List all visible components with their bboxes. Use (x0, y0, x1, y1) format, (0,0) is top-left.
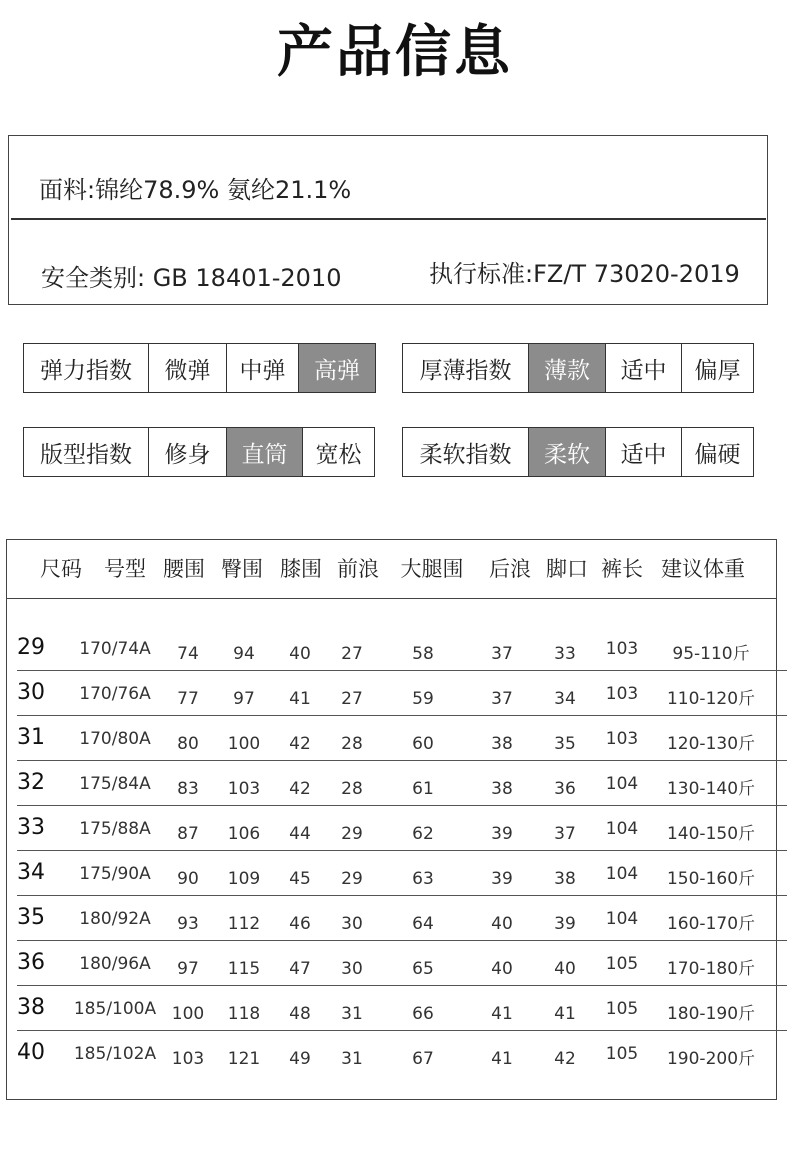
cell-size: 33 (17, 815, 45, 840)
cell-size: 36 (17, 950, 45, 975)
cell-weight: 190-200斤 (666, 1049, 756, 1069)
cell-knee: 48 (289, 1004, 311, 1024)
cell-front-rise: 29 (341, 869, 363, 889)
cell-knee: 42 (289, 779, 311, 799)
row-divider (17, 895, 787, 896)
elasticity-index (23, 343, 376, 393)
cell-hip: 121 (227, 1049, 261, 1069)
cell-back-rise: 37 (491, 689, 513, 709)
cell-back-rise: 38 (491, 779, 513, 799)
cell-leg-opening: 40 (554, 959, 576, 979)
cell-thigh: 58 (412, 644, 434, 664)
cell-thigh: 67 (412, 1049, 434, 1069)
cell-model: 175/90A (79, 864, 151, 884)
cell-waist: 80 (177, 734, 199, 754)
header-front-rise: 前浪 (337, 557, 379, 581)
cell-back-rise: 40 (491, 959, 513, 979)
cell-front-rise: 31 (341, 1049, 363, 1069)
cell-weight: 140-150斤 (666, 824, 756, 844)
cell-hip: 112 (227, 914, 261, 934)
cell-length: 104 (605, 909, 639, 929)
cell-waist: 103 (171, 1049, 205, 1069)
cell-size: 40 (17, 1040, 45, 1065)
thickness-index (402, 343, 754, 393)
cell-leg-opening: 36 (554, 779, 576, 799)
header-knee: 膝围 (280, 557, 322, 581)
softness-option-selected: 柔软 (528, 428, 605, 476)
cell-size: 29 (17, 635, 45, 660)
cell-back-rise: 40 (491, 914, 513, 934)
cell-back-rise: 39 (491, 869, 513, 889)
info-divider (11, 218, 766, 220)
cell-knee: 47 (289, 959, 311, 979)
cell-thigh: 63 (412, 869, 434, 889)
row-divider (17, 985, 787, 986)
thickness-option: 适中 (605, 344, 681, 392)
fit-option: 宽松 (302, 428, 374, 476)
cell-knee: 49 (289, 1049, 311, 1069)
cell-length: 104 (605, 774, 639, 794)
cell-waist: 77 (177, 689, 199, 709)
row-divider (17, 940, 787, 941)
softness-option: 适中 (605, 428, 681, 476)
cell-leg-opening: 37 (554, 824, 576, 844)
cell-hip: 118 (227, 1004, 261, 1024)
elasticity-option: 中弹 (226, 344, 298, 392)
cell-front-rise: 28 (341, 734, 363, 754)
cell-front-rise: 29 (341, 824, 363, 844)
cell-leg-opening: 38 (554, 869, 576, 889)
cell-hip: 97 (233, 689, 255, 709)
cell-knee: 40 (289, 644, 311, 664)
cell-thigh: 64 (412, 914, 434, 934)
cell-front-rise: 28 (341, 779, 363, 799)
cell-length: 105 (605, 999, 639, 1019)
cell-thigh: 60 (412, 734, 434, 754)
cell-length: 104 (605, 819, 639, 839)
fit-index (23, 427, 375, 477)
cell-model: 170/74A (79, 639, 151, 659)
cell-waist: 87 (177, 824, 199, 844)
softness-option: 偏硬 (681, 428, 753, 476)
cell-model: 185/100A (73, 999, 157, 1019)
cell-size: 31 (17, 725, 45, 750)
header-back-rise: 后浪 (489, 557, 531, 581)
cell-back-rise: 39 (491, 824, 513, 844)
cell-hip: 115 (227, 959, 261, 979)
cell-leg-opening: 42 (554, 1049, 576, 1069)
cell-front-rise: 31 (341, 1004, 363, 1024)
cell-hip: 103 (227, 779, 261, 799)
cell-hip: 94 (233, 644, 255, 664)
fit-option-selected: 直筒 (226, 428, 302, 476)
row-divider (17, 670, 787, 671)
cell-model: 180/92A (79, 909, 151, 929)
row-divider (17, 1030, 787, 1031)
cell-weight: 95-110斤 (672, 644, 750, 664)
header-waist: 腰围 (163, 557, 205, 581)
row-divider (17, 805, 787, 806)
thickness-option: 偏厚 (681, 344, 753, 392)
cell-knee: 45 (289, 869, 311, 889)
table-row (7, 1037, 778, 1082)
cell-model: 185/102A (73, 1044, 157, 1064)
fit-option: 修身 (148, 428, 226, 476)
cell-hip: 109 (227, 869, 261, 889)
cell-back-rise: 37 (491, 644, 513, 664)
cell-weight: 170-180斤 (666, 959, 756, 979)
cell-leg-opening: 35 (554, 734, 576, 754)
cell-model: 170/76A (79, 684, 151, 704)
elasticity-option: 微弹 (148, 344, 226, 392)
cell-size: 30 (17, 680, 45, 705)
cell-model: 175/88A (79, 819, 151, 839)
softness-index (402, 427, 754, 477)
product-info-box (8, 135, 768, 305)
cell-model: 180/96A (79, 954, 151, 974)
cell-weight: 150-160斤 (666, 869, 756, 889)
cell-size: 32 (17, 770, 45, 795)
cell-size: 35 (17, 905, 45, 930)
softness-index-label: 柔软指数 (419, 441, 512, 468)
header-size: 尺码 (40, 557, 82, 581)
cell-back-rise: 41 (491, 1049, 513, 1069)
header-length: 裤长 (601, 557, 643, 581)
cell-model: 170/80A (79, 729, 151, 749)
cell-weight: 120-130斤 (666, 734, 756, 754)
cell-leg-opening: 41 (554, 1004, 576, 1024)
cell-waist: 83 (177, 779, 199, 799)
execution-standard: 执行标准:FZ/T 73020-2019 (429, 260, 740, 288)
cell-knee: 42 (289, 734, 311, 754)
cell-hip: 106 (227, 824, 261, 844)
cell-weight: 160-170斤 (666, 914, 756, 934)
elasticity-index-label: 弹力指数 (40, 357, 132, 384)
cell-size: 34 (17, 860, 45, 885)
cell-model: 175/84A (79, 774, 151, 794)
cell-leg-opening: 39 (554, 914, 576, 934)
cell-length: 105 (605, 954, 639, 974)
cell-weight: 110-120斤 (666, 689, 756, 709)
cell-back-rise: 41 (491, 1004, 513, 1024)
cell-thigh: 65 (412, 959, 434, 979)
cell-length: 103 (605, 684, 639, 704)
cell-size: 38 (17, 995, 45, 1020)
size-table (6, 539, 777, 1100)
row-divider (17, 850, 787, 851)
cell-knee: 46 (289, 914, 311, 934)
cell-leg-opening: 33 (554, 644, 576, 664)
cell-length: 103 (605, 729, 639, 749)
safety-category: 安全类别: GB 18401-2010 (41, 264, 342, 292)
thickness-option-selected: 薄款 (528, 344, 605, 392)
row-divider (17, 715, 787, 716)
header-weight: 建议体重 (661, 557, 745, 581)
cell-front-rise: 30 (341, 914, 363, 934)
cell-knee: 44 (289, 824, 311, 844)
cell-weight: 130-140斤 (666, 779, 756, 799)
cell-thigh: 62 (412, 824, 434, 844)
cell-waist: 93 (177, 914, 199, 934)
header-hip: 臀围 (221, 557, 263, 581)
header-divider (7, 598, 776, 599)
header-model: 号型 (104, 557, 146, 581)
cell-front-rise: 30 (341, 959, 363, 979)
cell-knee: 41 (289, 689, 311, 709)
header-thigh: 大腿围 (400, 557, 464, 581)
elasticity-option-selected: 高弹 (298, 344, 375, 392)
row-divider (17, 760, 787, 761)
cell-waist: 97 (177, 959, 199, 979)
cell-thigh: 61 (412, 779, 434, 799)
cell-waist: 100 (171, 1004, 205, 1024)
cell-length: 105 (605, 1044, 639, 1064)
cell-weight: 180-190斤 (666, 1004, 756, 1024)
thickness-index-label: 厚薄指数 (419, 357, 512, 384)
cell-thigh: 66 (412, 1004, 434, 1024)
cell-leg-opening: 34 (554, 689, 576, 709)
cell-waist: 74 (177, 644, 199, 664)
page-title: 产品信息 (277, 20, 513, 85)
cell-length: 104 (605, 864, 639, 884)
cell-front-rise: 27 (341, 689, 363, 709)
header-leg-opening: 脚口 (546, 557, 588, 581)
cell-front-rise: 27 (341, 644, 363, 664)
cell-waist: 90 (177, 869, 199, 889)
fit-index-label: 版型指数 (40, 441, 132, 468)
fabric-composition: 面料:锦纶78.9% 氨纶21.1% (39, 176, 352, 204)
cell-back-rise: 38 (491, 734, 513, 754)
cell-thigh: 59 (412, 689, 434, 709)
cell-length: 103 (605, 639, 639, 659)
cell-hip: 100 (227, 734, 261, 754)
